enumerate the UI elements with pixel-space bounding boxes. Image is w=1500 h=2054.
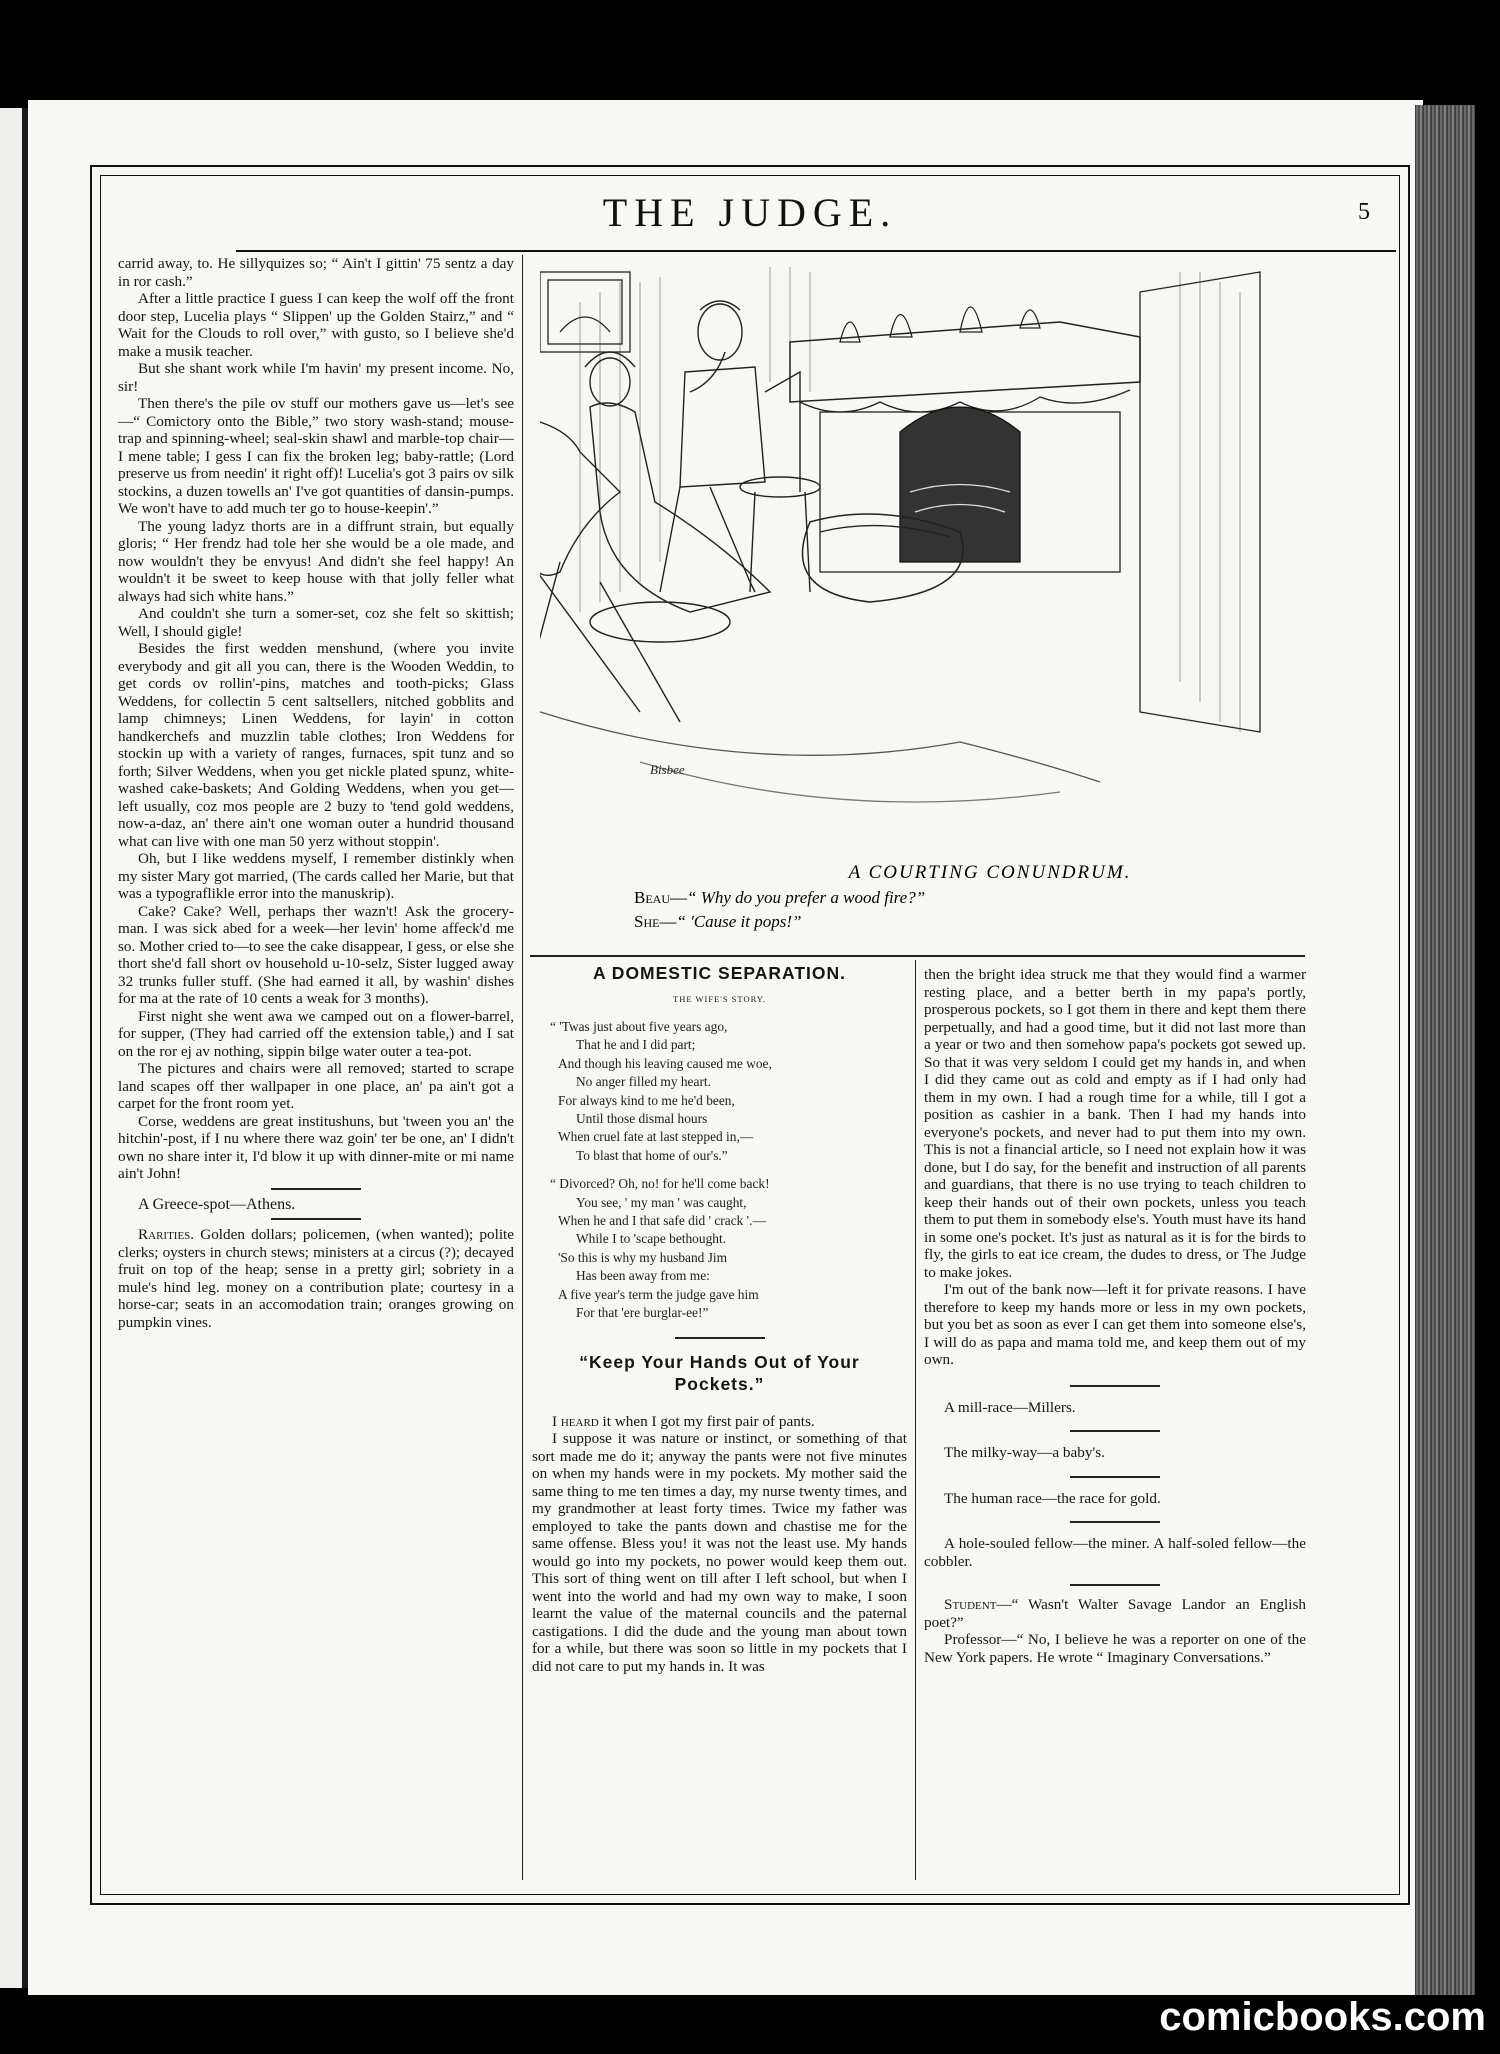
- paragraph: Then there's the pile ov stuff our mothers gave us—let's see—“ Comictory onto the Bible,” two story wash-stand; mouse-trap and spinning-wheel; seal-skin shawl and marble-top chair—I mene table; I gess I can fix the broken leg; baby-rattle; (Lord preserve us from needin' it right off)! Lucelia's got 3 pairs ov silk stockins, a duzen towells an' I've got quantities of dansin-pumps. We won't have to add much ter go to house-keepin'.”: [118, 395, 514, 517]
- caption-line-she: [634, 912, 1320, 932]
- paragraph: I'm out of the bank now—left it for private reasons. I have therefore to keep my hands more or less in my own pockets, but you bet as soon as ever I can get them into someone else's, I will do as papa and mama told me, and keep them out of my own.: [924, 1281, 1306, 1368]
- section-divider: [530, 955, 1305, 957]
- lead-words: I heard: [552, 1412, 599, 1430]
- dialogue: “ Wasn't Walter Savage Landor an English poet?”: [924, 1596, 1306, 1631]
- caption-title: A COURTING CONUNDRUM.: [848, 862, 1132, 883]
- paragraph: Cake? Cake? Well, perhaps ther wazn't! Ask the grocery-man. I was sick abed for a week—her levin' home affeck'd me so. Mother cried to—to see the cake disappear, I gess, or else she thort she'd fall short ov household u-10-selz, Sister lugged away 32 trunks fuller stuff. (She had earned it all, by washin' dishes for ma at the rate of 10 cents a weak for 3 months).: [118, 902, 514, 1007]
- section-rule: [1070, 1521, 1160, 1523]
- professor-line: [924, 1631, 1306, 1666]
- caption-text: “ Why do you prefer a wood fire?”: [687, 888, 926, 907]
- poem-line: And though his leaving caused me woe,: [558, 1055, 772, 1071]
- joke: The milky-way—a baby's.: [944, 1444, 1105, 1461]
- caption-line-beau: [634, 888, 1320, 908]
- caption-speaker: She—: [634, 912, 677, 931]
- poem-line: When he and I that safe did ' crack '.—: [558, 1213, 766, 1229]
- column-2: [532, 960, 907, 1675]
- paragraph: First night she went awa we camped out on a flower-barrel, for supper, (They had carried off the extension table,) and I sat on the ror ej av nothing, sippin bilge water outer a tea-pot.: [118, 1007, 514, 1060]
- paragraph: Besides the first wedden menshund, (where you invite everybody and git all you can, there is the Wooden Weddin, to get cords ov rollin'-pins, matches and tooth-picks; Glass Weddens, for collectin 5 cent saltsellers, nitched gobblits and lamp chimneys; Linen Weddens, for layin' in cotton handkerchefs and muzzlin table clothes; Iron Weddens for stockin up with a variety of ranges, furnaces, spit tunz and so forth; Silver Weddens, when you get nickle plated spunz, white-washed cake-baskets; And Golding Weddens, when you get—left usually, coz mos people are 2 buzy to 'tend gold weddens, now-a-daz, an' there ain't one woman outer a hundrid thousand what can live with one man 50 yerz without stoppin'.: [118, 640, 514, 850]
- courting-illustration: [540, 262, 1300, 840]
- masthead: [110, 185, 1390, 255]
- paragraph: Oh, but I like weddens myself, I remember distinkly when my sister Mary got married, (The cards called her Marie, but that was a typograflikle error into the manuskrip).: [118, 850, 514, 902]
- paragraph: I suppose it was nature or instinct, or something of that sort made me do it; anyway the pants were not five minutes on when my hands were in my pockets. My mother said the same thing to me ten times a day, my nurse twenty times, and my grandmother at least forty times. Twice my father was employed to take the pants down and chastise me for the same offense. Bless you! it was not the least use. My hands would go into my pockets, no power would keep them out. This sort of thing went on till after I left school, but when I went into the world and had my own way to make, I soon learnt the value of the maternal councils and the paternal castigations. I did the dude and the young man about town for a while, but there was soon so little in my pockets that I did not care to put my hands in. It was: [532, 1430, 907, 1675]
- section-rule: [1070, 1476, 1160, 1478]
- joke: A hole-souled fellow—the miner. A half-soled fellow—the cobbler.: [924, 1535, 1306, 1570]
- poem-line: Has been away from me:: [576, 1268, 710, 1284]
- poem-line: “ 'Twas just about five years ago,: [550, 1019, 728, 1034]
- caption-speaker: Beau—: [634, 888, 688, 907]
- poem-stanza-2: [532, 1175, 907, 1322]
- fireplace: [790, 272, 1260, 732]
- poem-line: When cruel fate at last stepped in,—: [558, 1129, 754, 1145]
- section-rule: [1070, 1385, 1160, 1387]
- speaker: Professor—: [944, 1631, 1017, 1648]
- rarities-lead: Rarities.: [138, 1226, 195, 1243]
- paragraph: then the bright idea struck me that they would find a warmer resting place, and a better berth in my papa's portly, prosperous pockets, so I got them in there and kept them there perpetually, and had a good time, but it did not last more than a year or two and then somehow papa's pockets got sewed up. So that it was very seldom I could get my hands in, and when I did they came out as cold and empty as if I had only had them in my own. I had a rough time for a while, till I got a position as cashier in a bank. Then I had my hands into everyone's pockets, and never had to put them into my own. This is not a financial article, so I need not explain how it was done, but I do say, for the benefit and instruction of all parents and guardians, that there is no use trying to teach children to keep their hands out of their own pockets, unless you teach them to put them in somebody else's. Youth must have its hand in some one's pocket. It's just as natural as it is for the birds to fly, the girls to eat ice cream, the dudes to dress, or The Judge to make jokes.: [924, 966, 1306, 1281]
- poem-title: A DOMESTIC SEPARATION.: [592, 963, 847, 983]
- student-line: [924, 1596, 1306, 1631]
- illustration-caption: [620, 862, 1320, 932]
- paragraph: The young ladyz thorts are in a diffrunt strain, but equally gloris; “ Her frendz had tole her she would be a ole made, and now wouldn't they be envyus! And didn't she feel happy! An wouldn't it be sweet to keep house with that jolly feller what always had sich white hans.”: [118, 517, 514, 605]
- paragraph: After a little practice I guess I can keep the wolf off the front door step, Lucelia plays “ Slippen' up the Golden Stairz,” and “ Wait for the Clouds to roll over,” with gusto, so I believe she'd make a musik teacher.: [118, 290, 514, 360]
- greece-spot-joke: A Greece-spot—Athens.: [138, 1195, 296, 1213]
- column-rule: [915, 960, 916, 1880]
- paragraph: Corse, weddens are great institushuns, but 'tween you an' the hitchin'-post, if I nu where there waz goin' ter be one, an' I didn't own no share inter it, I'd blow it up with dinner-mite or mi name ain't John!: [118, 1112, 514, 1182]
- caption-text: “ 'Cause it pops!”: [676, 912, 802, 931]
- paragraph-text: it when I got my first pair of pants.: [602, 1412, 815, 1430]
- speaker: Student—: [944, 1596, 1012, 1613]
- site-watermark: comicbooks.com: [1159, 1995, 1486, 2039]
- column-rule: [522, 255, 523, 1880]
- masthead-rule: [236, 250, 1396, 252]
- wall-picture-frame: [540, 272, 630, 352]
- paragraph: The pictures and chairs were all removed; started to scrape land scapes off ther wallpaper in one place, an' pa ain't got a carpet for the front room yet.: [118, 1060, 514, 1112]
- poem-line: “ Divorced? Oh, no! for he'll come back!: [550, 1176, 770, 1192]
- poem-line: For always kind to me he'd been,: [558, 1092, 735, 1108]
- poem-line: While I to 'scape bethought.: [576, 1231, 727, 1247]
- paragraph: And couldn't she turn a somer-set, coz she felt so skittish; Well, I should gigle!: [118, 605, 514, 640]
- paragraph: But she shant work while I'm havin' my present income. No, sir!: [118, 360, 514, 395]
- section-rule: [1070, 1430, 1160, 1432]
- seated-man: [660, 301, 820, 592]
- seated-woman: [540, 352, 770, 722]
- poem-line: That he and I did part;: [576, 1037, 696, 1053]
- masthead-title: THE JUDGE.: [602, 190, 898, 235]
- poem-subtitle: THE WIFE'S STORY.: [673, 993, 766, 1004]
- poem-line: A five year's term the judge gave him: [558, 1286, 759, 1302]
- section-rule: [1070, 1584, 1160, 1586]
- book-page-edges: [1415, 105, 1475, 1995]
- poem-line: No anger filled my heart.: [576, 1074, 711, 1090]
- poem-line: For that 'ere burglar-ee!”: [576, 1305, 709, 1321]
- dialogue: “ No, I believe he was a reporter on one of the New York papers. He wrote “ Imaginary Conversations.”: [924, 1631, 1306, 1666]
- paragraph: carrid away, to. He sillyquizes so; “ Ain't I gittin' 75 sentz a day in ror cash.”: [118, 255, 514, 290]
- poem-line: To blast that home of our's.”: [576, 1147, 728, 1163]
- page-number: 5: [1358, 199, 1370, 225]
- section-rule: [271, 1218, 361, 1220]
- joke: A mill-race—Millers.: [944, 1398, 1076, 1416]
- paragraph: [532, 1413, 907, 1431]
- artist-signature: Bisbee: [650, 762, 685, 777]
- joke: The human race—the race for gold.: [944, 1489, 1161, 1507]
- section-rule: [675, 1337, 765, 1339]
- rarities-text: Golden dollars; policemen, (when wanted); polite clerks; oysters in church stews; ministers at a circus (?); decayed fruit on top of the heap; sense in a pretty girl; sobriety in a mule's hind leg. money on a contribution plate; courtesy in a horse-car; seats in an accomodation train; oranges growing on pumpkin vines.: [118, 1226, 514, 1331]
- rarities-paragraph: [118, 1226, 514, 1331]
- poem-line: 'So this is why my husband Jim: [558, 1249, 728, 1265]
- poem-line: You see, ' my man ' was caught,: [576, 1194, 747, 1210]
- section-rule: [271, 1188, 361, 1190]
- column-1: [118, 255, 514, 1331]
- poem-stanza-1: [532, 1018, 907, 1165]
- article-title: “Keep Your Hands Out of Your Pockets.”: [579, 1351, 860, 1394]
- column-3: [924, 966, 1306, 1666]
- poem-line: Until those dismal hours: [576, 1111, 708, 1127]
